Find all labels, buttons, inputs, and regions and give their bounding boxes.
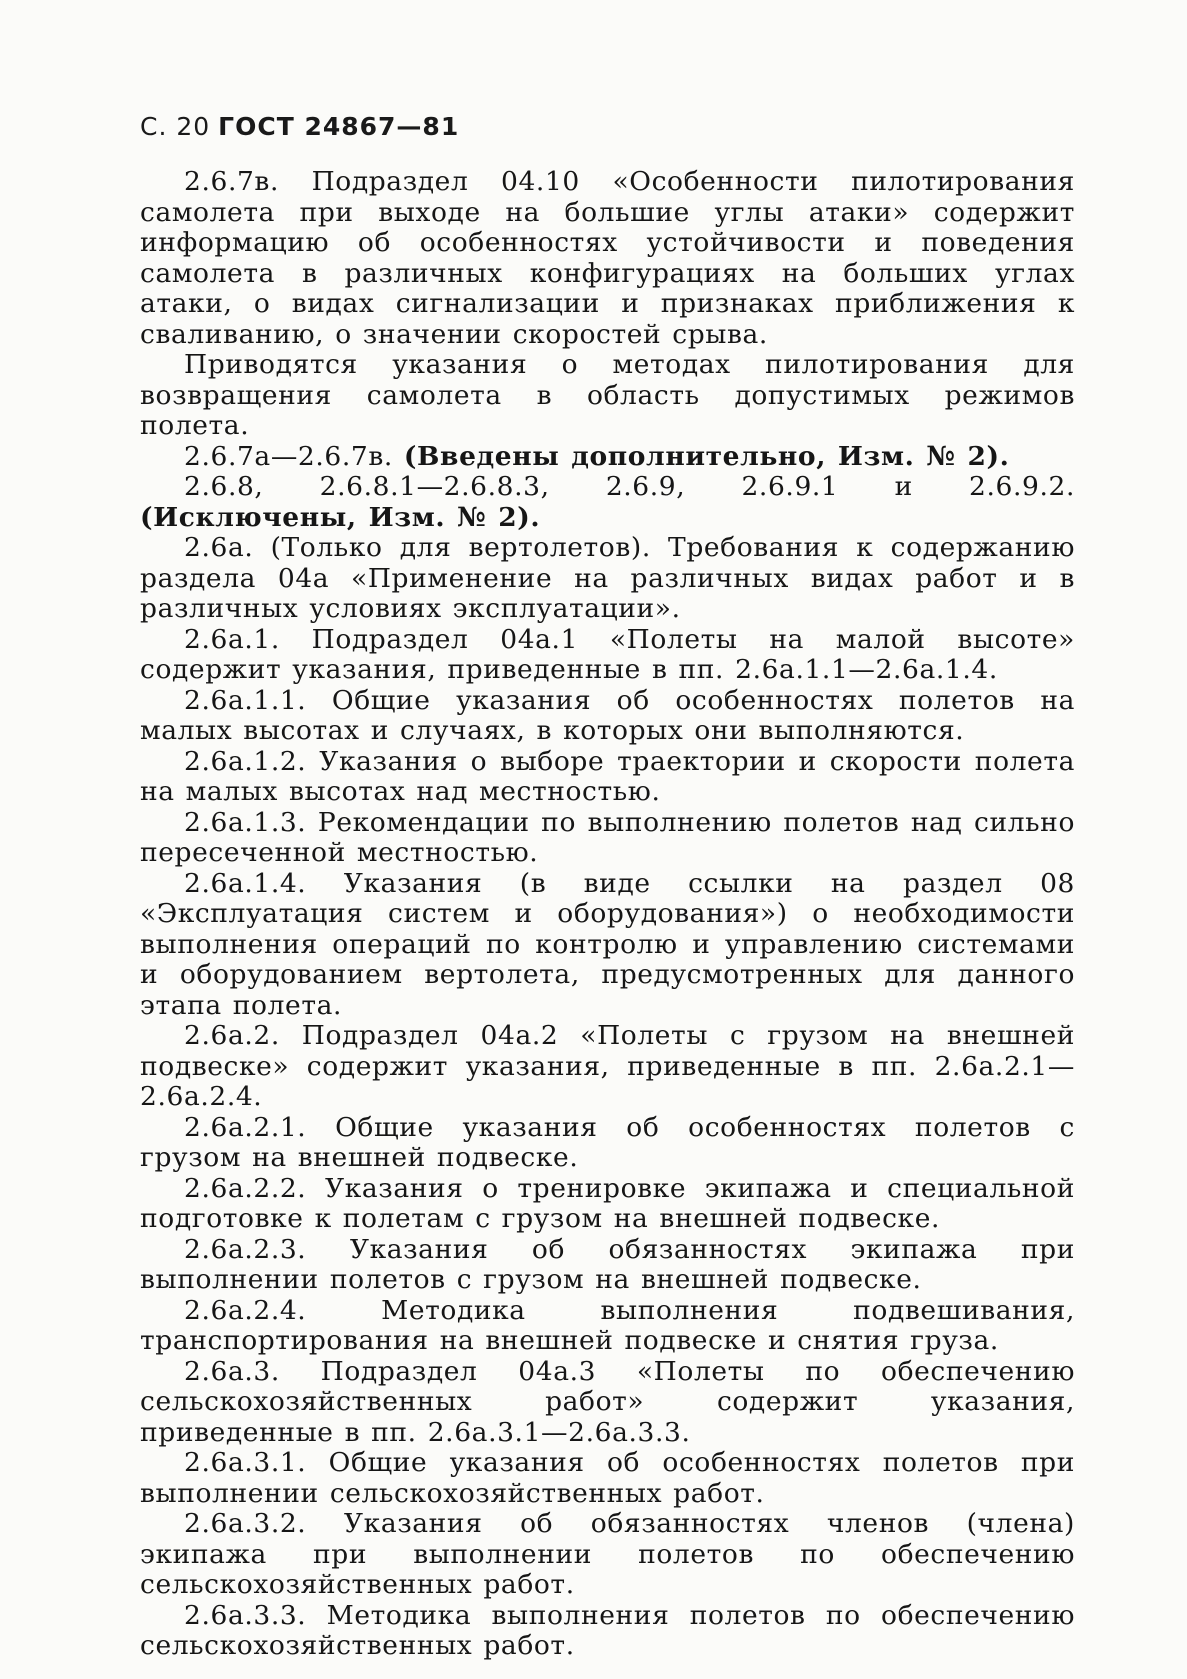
document-body <box>140 167 1075 1662</box>
paragraph: 2.6а.3.3. Методика выполнения полетов по обеспечению сельскохозяйственных работ. <box>140 1599 1075 1661</box>
paragraph: 2.6а.2. Подраздел 04а.2 «Полеты с грузом на внешней подвеске» содержит указания, приведенные в пп. 2.6а.2.1—2.6а.2.4. <box>140 1020 1075 1112</box>
paragraph: 2.6а.1.4. Указания (в виде ссылки на раздел 08 «Эксплуатация систем и оборудования») о необходимости выполнения операций по контролю и управлению системами и оборудованием вертолета, предусмотренных для данного этапа полета. <box>140 867 1075 1021</box>
amendment-note: (Исключены, Изм. № 2). <box>140 501 541 533</box>
paragraph: 2.6а.1.2. Указания о выборе траектории и скорости полета на малых высотах над местностью. <box>140 745 1075 807</box>
paragraph: 2.6.7а—2.6.7в. (Введены дополнительно, Изм. № 2). <box>184 440 1010 472</box>
paragraph: 2.6а.1. Подраздел 04а.1 «Полеты на малой высоте» содержит указания, приведенные в пп. 2.6а.1.1—2.6а.1.4. <box>140 623 1075 685</box>
paragraph: 2.6а.2.2. Указания о тренировке экипажа и специальной подготовке к полетам с грузом на внешней подвеске. <box>140 1172 1075 1234</box>
paragraph: 2.6а.2.3. Указания об обязанностях экипажа при выполнении полетов с грузом на внешней подвеске. <box>140 1233 1075 1295</box>
amendment-note: (Введены дополнительно, Изм. № 2). <box>403 440 1010 472</box>
paragraph: 2.6а. (Только для вертолетов). Требования к содержанию раздела 04а «Применение на различных видах работ и в различных условиях эксплуатации». <box>140 532 1075 624</box>
page-number: С. 20 <box>140 112 211 141</box>
paragraph: 2.6а.2.1. Общие указания об особенностях полетов с грузом на внешней подвеске. <box>140 1111 1075 1173</box>
paragraph: 2.6а.3.1. Общие указания об особенностях полетов при выполнении сельскохозяйственных работ. <box>140 1447 1075 1509</box>
paragraph: 2.6.7в. Подраздел 04.10 «Особенности пилотирования самолета при выходе на большие углы атаки» содержит информацию об особенностях устойчивости и поведения самолета в различных конфигурациях на больших углах атаки, о видах сигнализации и признаках приближения к сваливанию, о значении скоростей срыва. <box>140 166 1075 350</box>
page-header <box>140 112 459 141</box>
standard-title: ГОСТ 24867—81 <box>218 112 460 141</box>
paragraph: 2.6а.2.4. Методика выполнения подвешивания, транспортирования на внешней подвеске и снятия груза. <box>140 1294 1075 1356</box>
paragraph: 2.6.8, 2.6.8.1—2.6.8.3, 2.6.9, 2.6.9.1 и 2.6.9.2. (Исключены, Изм. № 2). <box>140 471 1075 533</box>
paragraph: 2.6а.1.1. Общие указания об особенностях полетов на малых высотах и случаях, в которых они выполняются. <box>140 684 1075 746</box>
paragraph: 2.6а.3.2. Указания об обязанностях членов (члена) экипажа при выполнении полетов по обеспечению сельскохозяйственных работ. <box>140 1508 1075 1600</box>
paragraph: 2.6а.1.3. Рекомендации по выполнению полетов над сильно пересеченной местностью. <box>140 806 1075 868</box>
paragraph: Приводятся указания о методах пилотирования для возвращения самолета в область допустимых режимов полета. <box>140 349 1075 441</box>
paragraph: 2.6а.3. Подраздел 04а.3 «Полеты по обеспечению сельскохозяйственных работ» содержит указания, приведенные в пп. 2.6а.3.1—2.6а.3.3. <box>140 1355 1075 1448</box>
